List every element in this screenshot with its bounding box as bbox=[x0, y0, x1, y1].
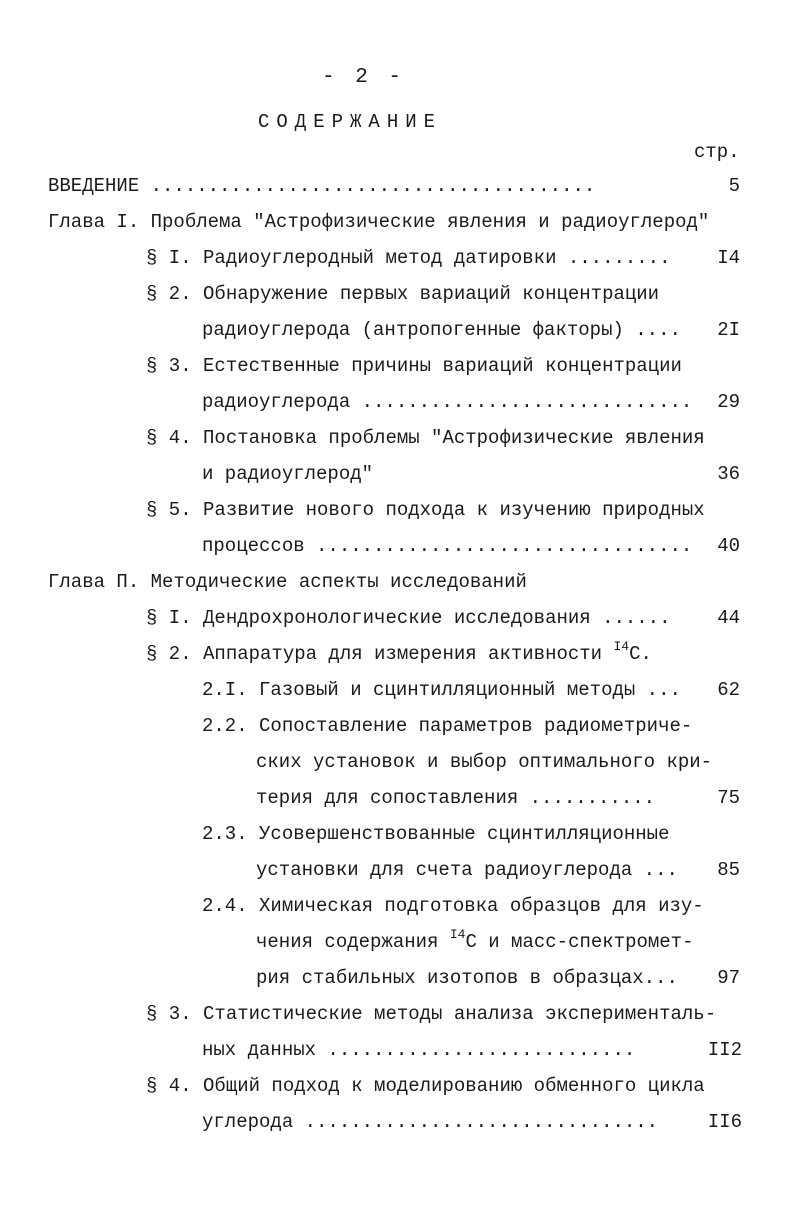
toc-page-1-4: 36 bbox=[717, 463, 740, 485]
superscript-14-b: I4 bbox=[449, 927, 466, 942]
page-number: - 2 - bbox=[322, 66, 402, 89]
toc-line-2-2-2c: терия для сопоставления ........... bbox=[256, 787, 656, 809]
toc-line-2-4b: углерода ............................... bbox=[202, 1111, 659, 1133]
toc-line-2-2-text: § 2. Аппаратура для измерения активности bbox=[146, 643, 614, 665]
toc-line-chapter-1: Глава I. Проблема "Астрофизические явления и радиоуглерод" bbox=[48, 211, 710, 233]
toc-line-1-3a: § 3. Естественные причины вариаций концентрации bbox=[146, 355, 682, 377]
toc-line-2-4a: § 4. Общий подход к моделированию обменного цикла bbox=[146, 1075, 705, 1097]
toc-line-2-2-1: 2.I. Газовый и сцинтилляционный методы ... bbox=[202, 679, 681, 701]
toc-page-2-1: 44 bbox=[717, 607, 740, 629]
toc-line-2-2-4c: рия стабильных изотопов в образцах... bbox=[256, 967, 678, 989]
page-column-label: стр. bbox=[694, 141, 740, 163]
toc-line-2-2-4b bbox=[256, 927, 694, 956]
toc-page-1-2: 2I bbox=[717, 319, 740, 341]
toc-line-intro: ВВЕДЕНИЕ ....................................... bbox=[48, 175, 596, 197]
toc-line-1-2a: § 2. Обнаружение первых вариаций концентрации bbox=[146, 283, 660, 305]
toc-page-2-4: II6 bbox=[707, 1111, 742, 1133]
document-heading: СОДЕРЖАНИЕ bbox=[258, 111, 443, 133]
toc-line-2-2-2b: ских установок и выбор оптимального кри- bbox=[256, 751, 713, 773]
toc-line-2-2 bbox=[146, 639, 652, 668]
toc-line-2-3a: § 3. Статистические методы анализа эксперименталь- bbox=[146, 1003, 717, 1025]
toc-line-2-3b: ных данных ........................... bbox=[202, 1039, 636, 1061]
toc-line-2-2-2a: 2.2. Сопоставление параметров радиометриче- bbox=[202, 715, 693, 737]
toc-line-2-2-4a: 2.4. Химическая подготовка образцов для изу- bbox=[202, 895, 704, 917]
toc-line-1-5a: § 5. Развитие нового подхода к изучению природных bbox=[146, 499, 705, 521]
toc-line-2-2-tail: С. bbox=[629, 643, 652, 665]
toc-page-1-5: 40 bbox=[717, 535, 740, 557]
toc-line-2-2-4b-text: чения содержания bbox=[256, 931, 450, 953]
toc-page-2-2-4: 97 bbox=[717, 967, 740, 989]
toc-page-1-3: 29 bbox=[717, 391, 740, 413]
toc-page-2-2-1: 62 bbox=[717, 679, 740, 701]
toc-page-1-1: I4 bbox=[717, 247, 740, 269]
toc-line-1-2b: радиоуглерода (антропогенные факторы) .... bbox=[202, 319, 681, 341]
superscript-14: I4 bbox=[613, 639, 630, 654]
toc-line-2-2-3b: установки для счета радиоуглерода ... bbox=[256, 859, 678, 881]
toc-page-2-3: II2 bbox=[707, 1039, 742, 1061]
toc-page-intro: 5 bbox=[728, 175, 740, 197]
toc-page-2-2-2: 75 bbox=[717, 787, 740, 809]
toc-line-1-3b: радиоуглерода ............................. bbox=[202, 391, 693, 413]
toc-line-1-4b: и радиоуглерод" bbox=[202, 463, 374, 485]
toc-line-chapter-2: Глава П. Методические аспекты исследований bbox=[48, 571, 527, 593]
toc-line-2-1: § I. Дендрохронологические исследования ...... bbox=[146, 607, 671, 629]
toc-page-2-2-3: 85 bbox=[717, 859, 740, 881]
toc-line-2-2-4b-tail: С и масс-спектромет- bbox=[465, 931, 694, 953]
toc-line-1-1: § I. Радиоуглеродный метод датировки ......... bbox=[146, 247, 671, 269]
toc-line-1-4a: § 4. Постановка проблемы "Астрофизические явления bbox=[146, 427, 705, 449]
toc-line-1-5b: процессов ................................. bbox=[202, 535, 693, 557]
toc-line-2-2-3a: 2.3. Усовершенствованные сцинтилляционные bbox=[202, 823, 670, 845]
